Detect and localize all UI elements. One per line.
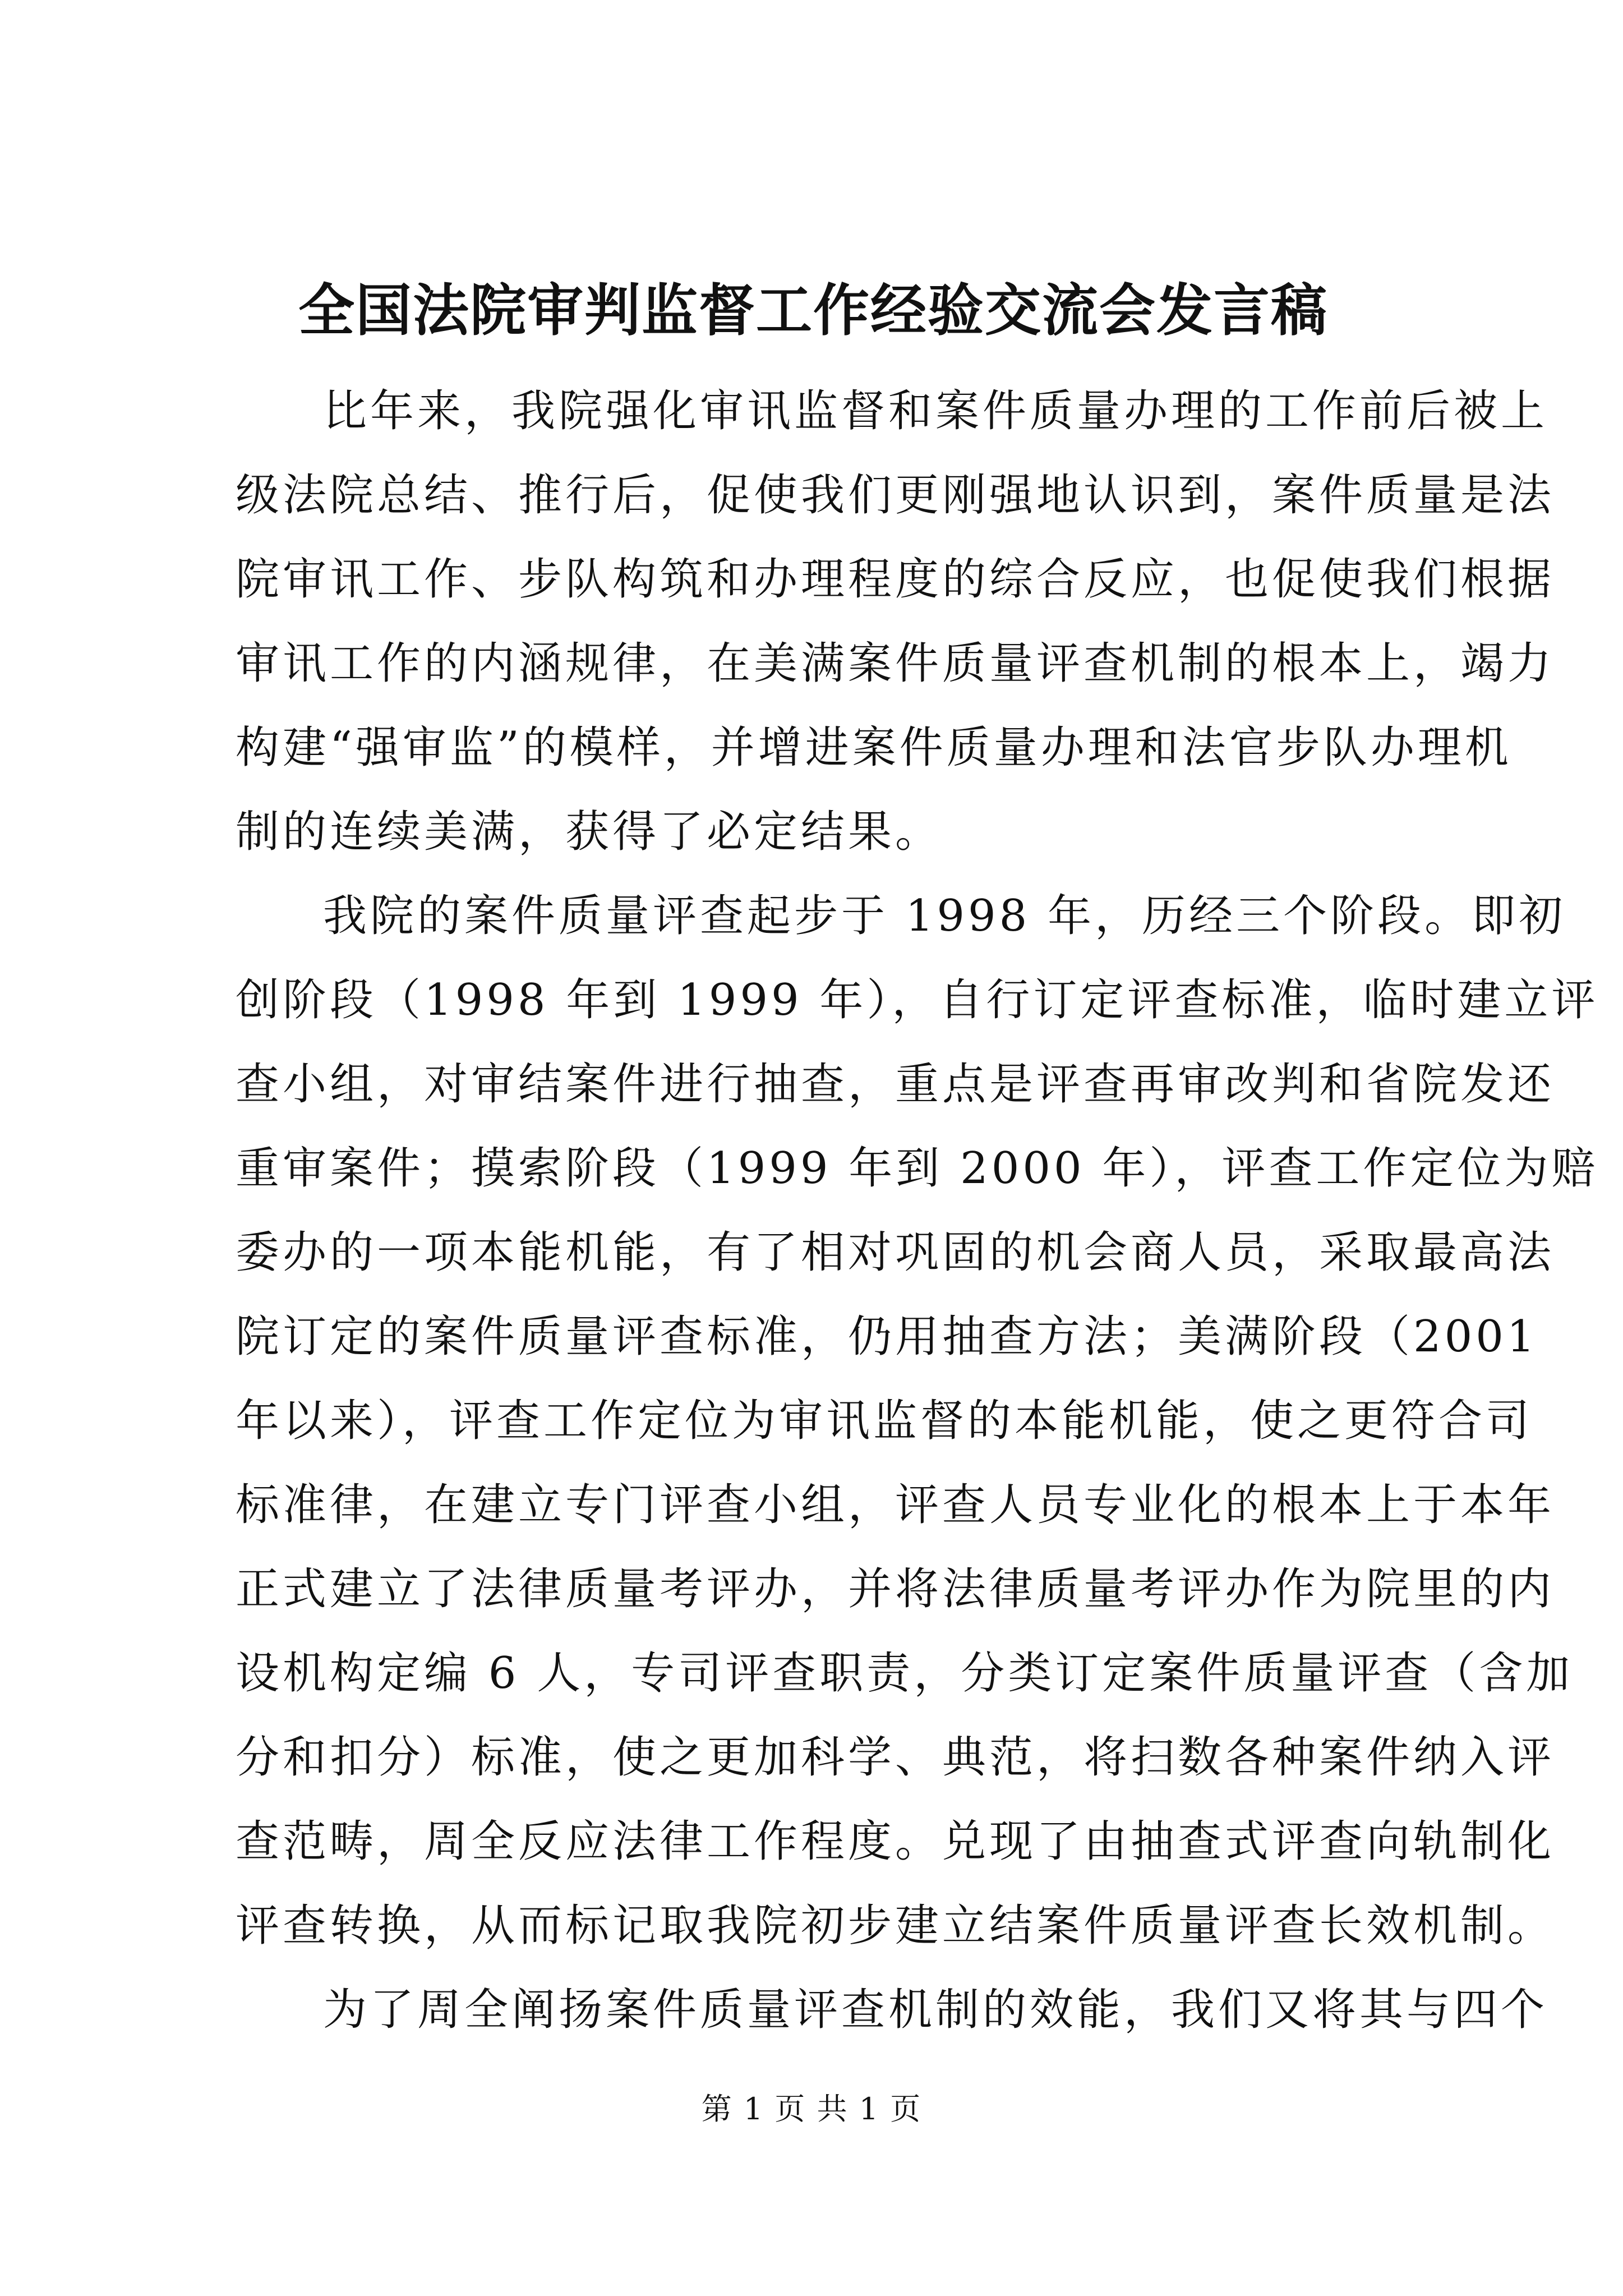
paragraph-1-line-2: 级法院总结、推行后，促使我们更刚强地认识到，案件质量是法 — [236, 470, 1555, 521]
paragraph-2-line-5: 委办的一项本能机能，有了相对巩固的机会商人员，采取最高法 — [236, 1227, 1555, 1278]
paragraph-2-line-4: 重审案件；摸索阶段（1999 年到 2000 年），评查工作定位为赔 — [236, 1143, 1599, 1194]
page-footer: 第 1 页 共 1 页 — [701, 2091, 922, 2127]
document-body — [236, 369, 1599, 2052]
paragraph-2-line-3: 查小组，对审结案件进行抽查，重点是评查再审改判和省院发还 — [236, 1059, 1555, 1110]
paragraph-2-line-6: 院订定的案件质量评查标准，仍用抽查方法；美满阶段（2001 — [236, 1312, 1538, 1362]
paragraph-2-line-8: 标准律，在建立专门评查小组，评查人员专业化的根本上于本年 — [236, 1480, 1555, 1530]
paragraph-2-line-7: 年以来），评查工作定位为审讯监督的本能机能，使之更符合司 — [236, 1396, 1533, 1446]
paragraph-1-line-3: 院审讯工作、步队构筑和办理程度的综合反应，也促使我们根据 — [236, 554, 1555, 605]
paragraph-2-line-13: 评查转换，从而标记取我院初步建立结案件质量评查长效机制。 — [236, 1901, 1555, 1951]
paragraph-1-line-1: 比年来，我院强化审讯监督和案件质量办理的工作前后被上 — [323, 386, 1548, 436]
paragraph-2-line-9: 正式建立了法律质量考评办，并将法律质量考评办作为院里的内 — [236, 1564, 1555, 1614]
paragraph-2-line-2: 创阶段（1998 年到 1999 年），自行订定评查标准，临时建立评 — [236, 975, 1599, 1025]
paragraph-1-line-6: 制的连续美满，获得了必定结果。 — [236, 807, 943, 857]
paragraph-2-line-1: 我院的案件质量评查起步于 1998 年，历经三个阶段。即初 — [323, 891, 1566, 941]
paragraph-3-line-1: 为了周全阐扬案件质量评查机制的效能，我们又将其与四个 — [323, 1985, 1548, 2035]
document-title: 全国法院审判监督工作经验交流会发言稿 — [298, 277, 1328, 343]
paragraph-1-line-4: 审讯工作的内涵规律，在美满案件质量评查机制的根本上，竭力 — [236, 638, 1555, 689]
paragraph-2-line-11: 分和扣分）标准，使之更加科学、典范，将扫数各种案件纳入评 — [236, 1732, 1555, 1783]
paragraph-1-line-5: 构建“强审监”的模样，并增进案件质量办理和法官步队办理机 — [236, 723, 1512, 773]
paragraph-2-line-10: 设机构定编 6 人，专司评查职责，分类订定案件质量评查（含加 — [236, 1648, 1574, 1699]
paragraph-2-line-12: 查范畴，周全反应法律工作程度。兑现了由抽查式评查向轨制化 — [236, 1816, 1555, 1867]
